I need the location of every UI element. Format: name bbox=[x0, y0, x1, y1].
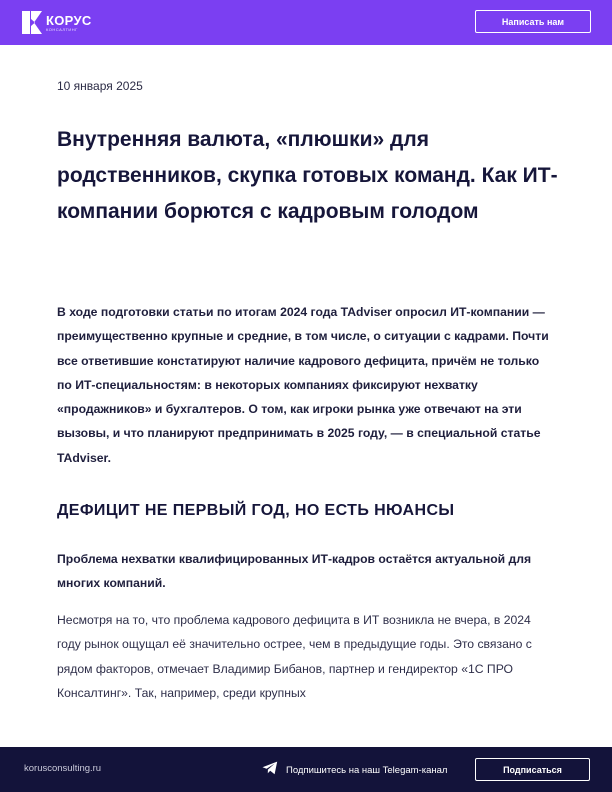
article-body: Несмотря на то, что проблема кадрового дефицита в ИТ возникла не вчера, в 2024 году рынок ощущал её значительно острее, чем в предыдущие годы. Это связано с рядом факторов, отмечает Владимир Бибанов, партнер и гендиректор «1С ПРО Консалтинг». Так, например, среди крупных bbox=[57, 613, 532, 700]
article-title: Внутренняя валюта, «плюшки» для родственников, скупка готовых команд. Как ИТ-компании борются с кадровым голодом bbox=[57, 128, 558, 223]
telegram-icon bbox=[262, 761, 278, 780]
telegram-label: Подпишитесь на наш Telegam-канал bbox=[286, 765, 448, 776]
logo-name: КОРУС bbox=[46, 12, 92, 28]
contact-us-button[interactable]: Написать нам bbox=[475, 10, 591, 33]
bottom-bar bbox=[0, 747, 612, 792]
subscribe-button[interactable]: Подписаться bbox=[475, 758, 590, 781]
logo-text bbox=[46, 14, 92, 32]
logo-subtitle: КОНСАЛТИНГ bbox=[46, 26, 78, 32]
korus-logo[interactable] bbox=[22, 11, 92, 34]
top-bar bbox=[0, 0, 612, 45]
section-heading: ДЕФИЦИТ НЕ ПЕРВЫЙ ГОД, НО ЕСТЬ НЮАНСЫ bbox=[57, 502, 455, 519]
telegram-subscribe-link[interactable] bbox=[262, 761, 447, 780]
article-lead: В ходе подготовки статьи по итогам 2024 года TAdviser опросил ИТ-компании — преимущественно крупные и средние, в том числе, о ситуации с кадрами. Почти все ответившие констатируют наличие кадрового дефицита, причём не только по ИТ-специальностям: в некоторых компаниях фиксируют нехватку «продажников» и бухгалтеров. О том, как игроки рынка уже отвечают на эти вызовы, и что планируют предпринимать в 2025 году, — в специальной статье TAdviser. bbox=[57, 305, 549, 465]
site-link[interactable]: korusconsulting.ru bbox=[24, 763, 102, 774]
section-subtitle: Проблема нехватки квалифицированных ИТ-кадров остаётся актуальной для многих компаний. bbox=[57, 552, 532, 590]
article-date: 10 января 2025 bbox=[57, 79, 143, 93]
korus-logo-icon bbox=[22, 11, 42, 34]
